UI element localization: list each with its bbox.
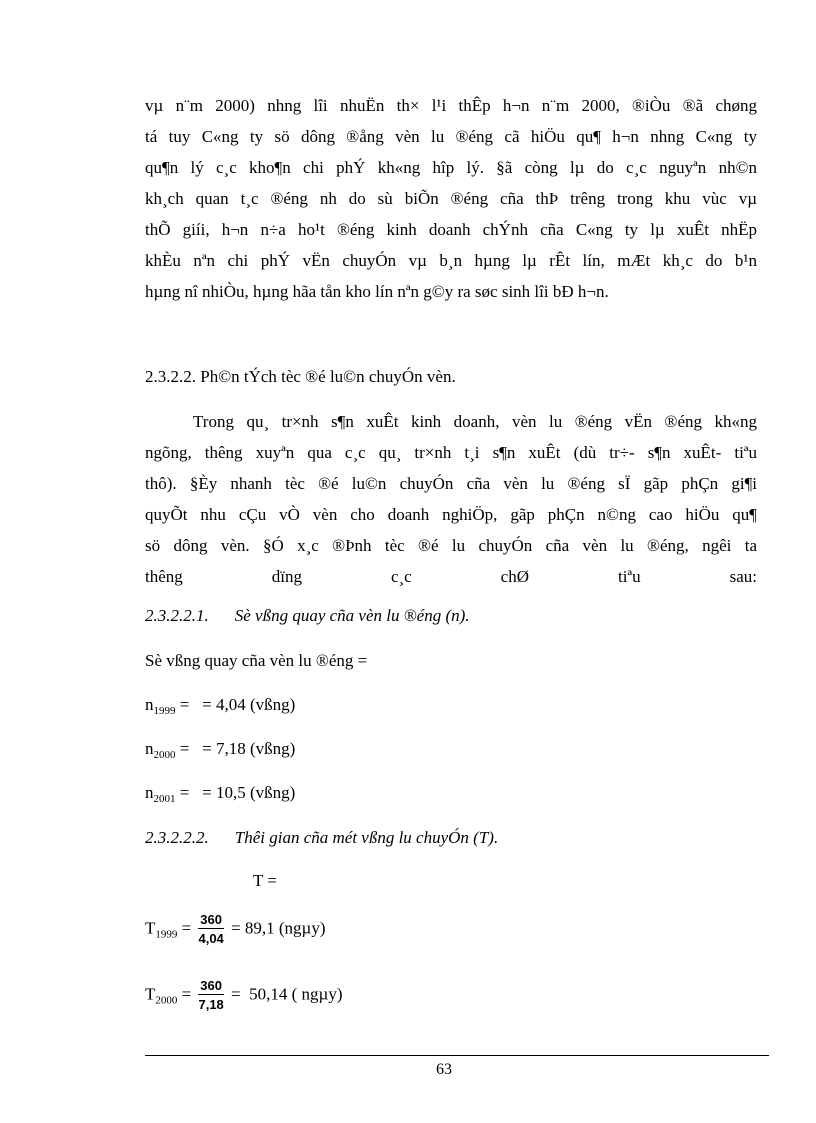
text-line: tá tuy C«ng ty sö dông ®ång vèn lu ®éng cã hiÖu qu¶ h¬n nhng C«ng ty	[145, 127, 757, 146]
text-line: thô). §Èy nhanh tèc ®é lu©n chuyÓn cña vèn lu ®éng sÏ gãp phÇn gi¶i	[145, 474, 757, 493]
text-line: Trong qu¸ tr×nh s¶n xuÊt kinh doanh, vèn lu ®éng vËn ®éng kh«ng	[193, 412, 757, 431]
subsection-title: Thêi gian cña mét vßng lu chuyÓn (T).	[234, 828, 499, 847]
text-line: vµ n¨m 2000) nhng lîi nhuËn th× l¹i thÊp h¬n n¨m 2000, ®iÒu ®ã chøng	[145, 96, 757, 115]
formula-n-2001: $n_{2001}$ = = 10,5 (vßng)	[145, 783, 296, 805]
text-line: hµng nî nhiÒu, hµng hãa tån kho lín nªn g©y ra søc sinh lîi bÐ h¬n.	[145, 282, 609, 301]
body-paragraph-2	[145, 406, 757, 592]
text-line: qu¶n lý c¸c kho¶n chi phÝ kh«ng hîp lý. §ã còng lµ do c¸c nguyªn nh©n	[145, 158, 757, 177]
text-line: ngõng, thêng xuyªn qua c¸c qu¸ tr×nh t¸i s¶n xuÊt (dù tr÷- s¶n xuÊt- tiªu	[145, 443, 757, 462]
text-line: thÕ giíi, h¬n n÷a ho¹t ®éng kinh doanh chÝnh cña C«ng ty lµ xuÊt nhËp	[145, 220, 757, 239]
formula-definition-n: Sè vßng quay cña vèn lu ®éng =	[145, 651, 368, 670]
subsection-number: 2.3.2.2.1.	[145, 606, 209, 625]
text-line: kh¸ch quan t¸c ®éng nh do sù biÕn ®éng cña thÞ trêng trong khu vùc vµ	[145, 189, 757, 208]
formula-t-2000: $T_{2000}$ = $\frac{360}{7,18}$ = 50,14 ( ngµy)	[145, 978, 343, 1012]
formula-n-2000: $n_{2000}$ = = 7,18 (vßng)	[145, 739, 296, 761]
text-line: thêng dïng c¸c chØ tiªu sau:	[145, 567, 757, 586]
text-line: sö dông vèn. §Ó x¸c ®Þnh tèc ®é lu chuyÓn cña vèn lu ®éng, ngêi ta	[145, 536, 757, 555]
fraction: $\frac{360}{4,04}$	[198, 912, 224, 946]
text-line: khÈu nªn chi phÝ vËn chuyÓn vµ b¸n hµng lµ rÊt lín, mÆt kh¸c do b¹n	[145, 251, 757, 270]
body-paragraph-1	[145, 90, 757, 307]
subsection-heading-1	[145, 606, 470, 626]
footer-divider	[145, 1055, 769, 1056]
subsection-title: Sè vßng quay cña vèn lu ®éng (n).	[234, 606, 470, 625]
text-line: quyÕt nhu cÇu vÒ vèn cho doanh nghiÖp, gãp phÇn n©ng cao hiÖu qu¶	[145, 505, 757, 524]
fraction: $\frac{360}{7,18}$	[198, 978, 224, 1012]
formula-definition-t: T =	[253, 871, 277, 890]
formula-t-1999: $T_{1999}$ = $\frac{360}{4,04}$ = 89,1 (ngµy)	[145, 912, 326, 946]
formula-n-1999: $n_{1999}$ = = 4,04 (vßng)	[145, 695, 296, 717]
subsection-number: 2.3.2.2.2.	[145, 828, 209, 847]
section-heading: 2.3.2.2. Ph©n tÝch tèc ®é lu©n chuyÓn vèn.	[145, 367, 456, 386]
page-number: 63	[436, 1061, 452, 1078]
subsection-heading-2	[145, 828, 498, 848]
